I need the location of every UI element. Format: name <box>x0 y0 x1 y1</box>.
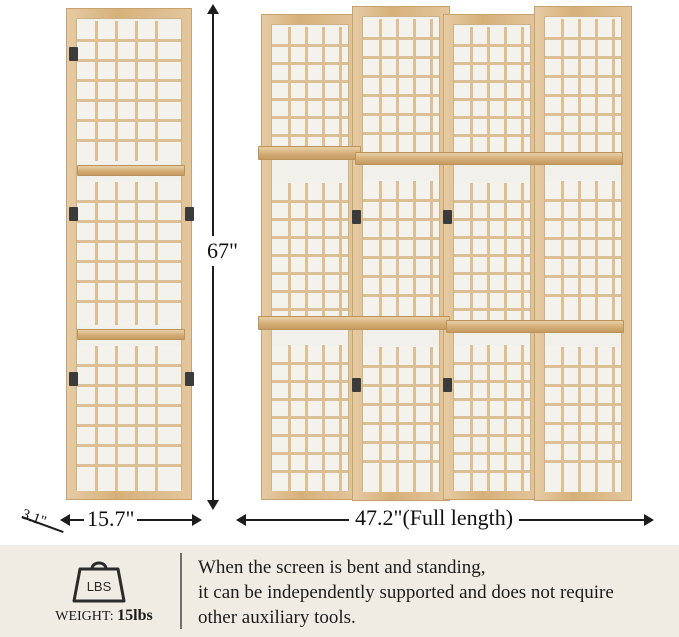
folded-screen-panel <box>66 8 192 500</box>
full-length-arrow-left-icon <box>236 514 246 526</box>
folded-panel-section-1 <box>77 21 181 161</box>
height-arrow-top-icon <box>207 4 219 14</box>
open-screen-panel-4 <box>534 6 632 501</box>
hinge-icon <box>352 210 361 224</box>
caption-text <box>198 555 668 630</box>
open-screen-shelf-lower-left <box>258 316 450 330</box>
open-screen-shelf-upper-right <box>355 152 623 165</box>
open-panel-4-section-2 <box>545 181 621 324</box>
open-panel-2-section-1 <box>363 19 439 155</box>
weight-text <box>34 607 174 625</box>
weight-label: WEIGHT: <box>55 609 114 624</box>
open-panel-3-section-3 <box>454 345 530 491</box>
height-dimension-label: 67" <box>203 236 242 266</box>
weight-scale-icon <box>70 555 128 603</box>
caption-line-2: it can be independently supported and does not require <box>198 582 614 603</box>
open-panel-4-inner <box>544 16 622 491</box>
open-panel-2-section-3 <box>363 347 439 492</box>
caption-band <box>0 545 679 637</box>
depth-dimension-label: 3.1" <box>19 506 49 531</box>
width-dimension-label: 15.7" <box>84 506 137 532</box>
open-screen-panel-1 <box>261 14 359 500</box>
hinge-icon <box>185 372 194 386</box>
full-length-dimension-label: 47.2"(Full length) <box>349 505 519 531</box>
open-screen-panel-3 <box>443 14 541 500</box>
caption-line-3: other auxiliary tools. <box>198 607 356 628</box>
open-screen-shelf-lower-right <box>446 320 624 333</box>
hinge-icon <box>69 372 78 386</box>
hinge-icon <box>443 378 452 392</box>
band-divider <box>180 553 182 629</box>
open-panel-1-section-1 <box>272 27 348 157</box>
folded-panel-inner <box>76 18 182 490</box>
open-screen-shelf-upper-left <box>258 146 361 160</box>
folded-panel-section-3 <box>77 346 181 491</box>
open-panel-4-section-3 <box>545 347 621 492</box>
open-panel-1-section-3 <box>272 345 348 491</box>
width-arrow-left-icon <box>60 514 70 526</box>
open-panel-3-section-2 <box>454 183 530 323</box>
open-panel-4-section-1 <box>545 19 621 155</box>
open-panel-2-section-2 <box>363 181 439 324</box>
svg-text:LBS: LBS <box>86 579 112 594</box>
hinge-icon <box>443 210 452 224</box>
weight-value: 15lbs <box>117 607 153 624</box>
open-panel-3-section-1 <box>454 27 530 157</box>
height-arrow-bottom-icon <box>207 500 219 510</box>
caption-line-1: When the screen is bent and standing, <box>198 557 486 578</box>
open-panel-1-section-2 <box>272 183 348 323</box>
full-length-arrow-right-icon <box>644 514 654 526</box>
folded-panel-section-2 <box>77 182 181 325</box>
open-panel-2-inner <box>362 16 440 491</box>
hinge-icon <box>69 207 78 221</box>
weight-block <box>34 553 174 631</box>
hinge-icon <box>352 378 361 392</box>
folded-panel-shelf-1 <box>77 165 185 176</box>
open-panel-1-inner <box>271 24 349 490</box>
folded-panel-shelf-2 <box>77 329 185 340</box>
width-arrow-right-icon <box>192 514 202 526</box>
hinge-icon <box>185 207 194 221</box>
open-panel-3-inner <box>453 24 531 490</box>
hinge-icon <box>69 47 78 61</box>
open-screen-panel-2 <box>352 6 450 501</box>
